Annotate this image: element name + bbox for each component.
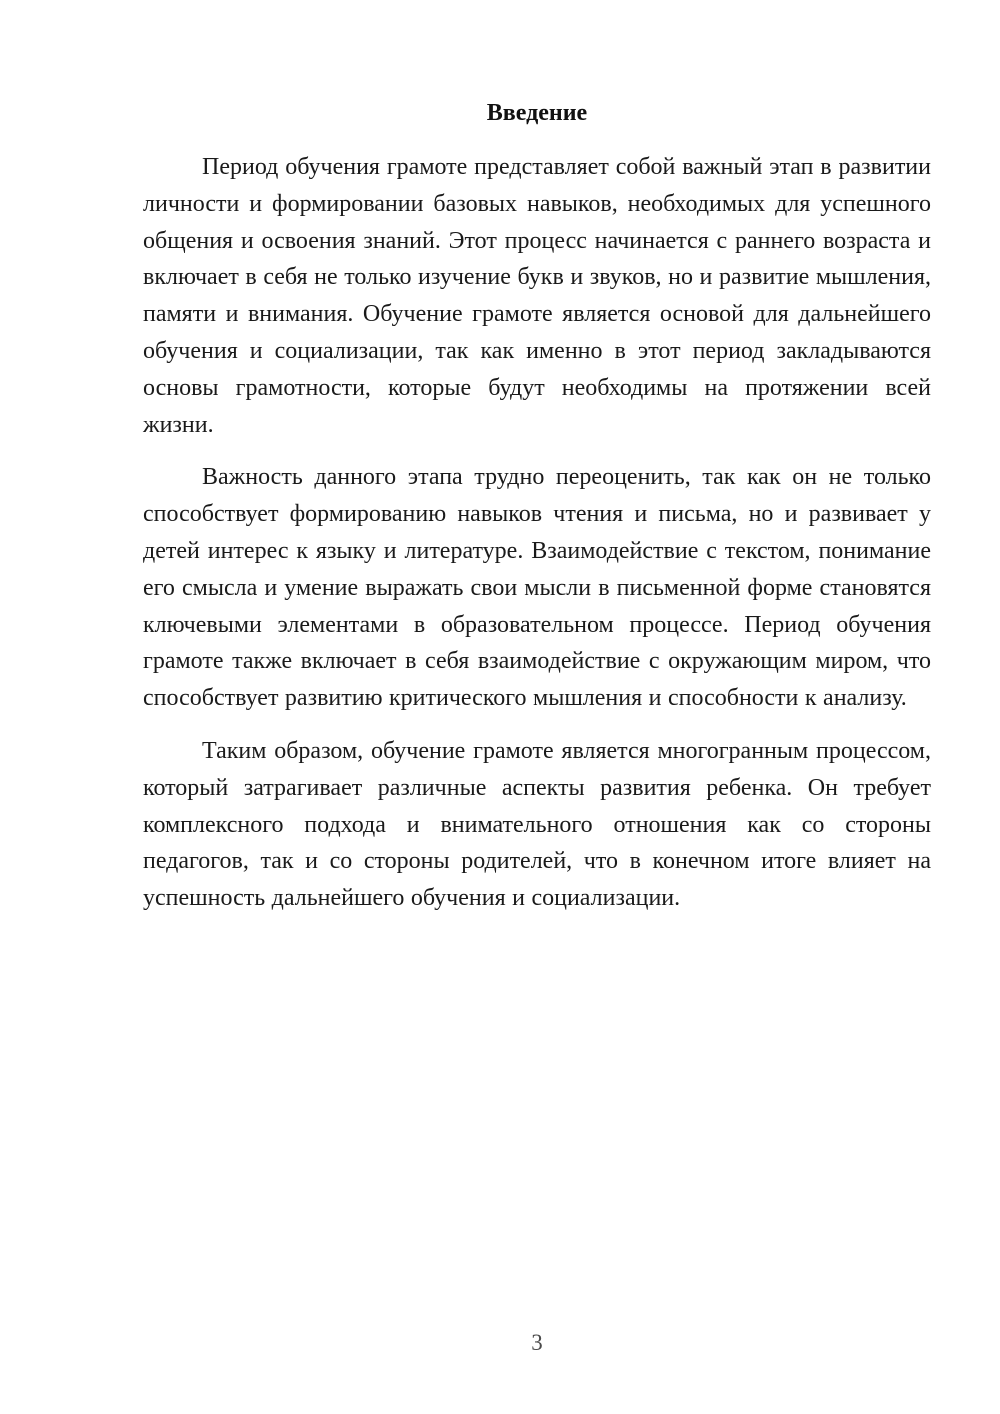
- paragraph-2: Важность данного этапа трудно переоценить, так как он не только способствует формированию навыков чтения и письма, но и развивает у детей интерес к языку и литературе. Взаимодействие с текстом, понимание его смысла и умение выражать свои мысли в письменной форме становятся ключевыми элементами в образовательном процессе. Период обучения грамоте также включает в себя взаимодействие с окружающим миром, что способствует развитию критического мышления и способности к анализу.: [143, 464, 931, 712]
- page-title: Введение: [486, 100, 588, 126]
- paragraph-3: Таким образом, обучение грамоте является многогранным процессом, который затрагивает различные аспекты развития ребенка. Он требует комплексного подхода и внимательного отношения как со стороны педагогов, так и со стороны родителей, что в конечном итоге влияет на успешность дальнейшего обучения и социализации.: [143, 737, 931, 912]
- page-number: 3: [531, 1330, 543, 1355]
- text-block: [143, 95, 931, 933]
- paragraph-1: Период обучения грамоте представляет собой важный этап в развитии личности и формировании базовых навыков, необходимых для успешного общения и освоения знаний. Этот процесс начинается с раннего возраста и включает в себя не только изучение букв и звуков, но и развитие мышления, памяти и внимания. Обучение грамоте является основой для дальнейшего обучения и социализации, так как именно в этот период закладываются основы грамотности, которые будут необходимы на протяжении всей жизни.: [143, 154, 931, 438]
